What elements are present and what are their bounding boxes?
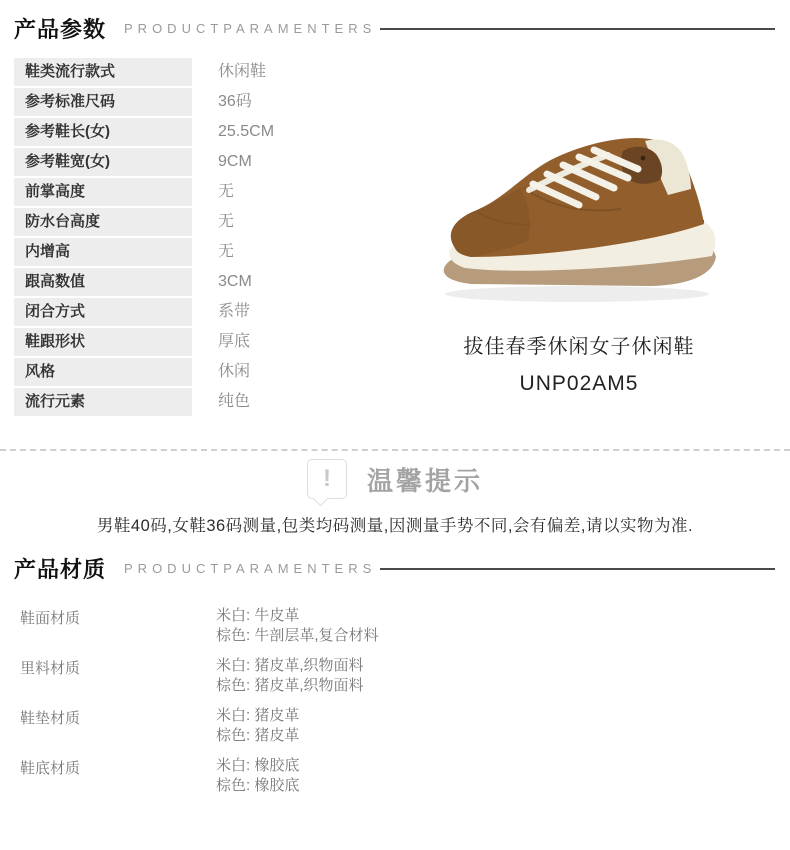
material-line: 米白: 猪皮革,织物面料 [216,657,364,674]
table-row [14,58,368,86]
params-title: 产品参数 [14,17,107,42]
material-label: 里料材质 [20,660,81,677]
param-value: 无 [218,243,235,260]
product-title: 拔佳春季休闲女子休闲鞋 [463,336,695,358]
table-row [14,298,368,326]
material-line: 米白: 牛皮革 [216,607,300,624]
tips-section [0,449,790,536]
tips-header [0,459,790,499]
material-line: 米白: 猪皮革 [216,707,300,724]
material-row [20,756,790,796]
material-line: 棕色: 橡胶底 [216,777,300,794]
param-value: 36码 [218,93,252,110]
param-value: 纯色 [218,393,251,410]
table-row [14,148,368,176]
param-label: 参考鞋宽(女) [14,148,192,176]
param-label: 鞋类流行款式 [14,58,192,86]
table-row [14,328,368,356]
table-row [14,268,368,296]
param-label: 前掌高度 [14,178,192,206]
materials-section-header [0,553,790,584]
param-label: 跟高数值 [14,268,192,296]
param-value: 3CM [218,273,252,290]
exclamation-icon: ! [307,459,347,499]
material-label: 鞋面材质 [20,610,81,627]
material-line: 棕色: 牛剖层革,复合材料 [216,627,379,644]
material-row [20,606,790,646]
header-rule [380,28,775,30]
material-label: 鞋垫材质 [20,710,81,727]
product-code: UNP02AM5 [519,372,639,395]
material-values [216,756,299,796]
param-value: 无 [218,213,235,230]
params-section-header [0,13,790,44]
table-row [14,88,368,116]
params-subtitle: PRODUCTPARAMENTERS [124,21,377,36]
params-content [0,58,790,418]
table-row [14,118,368,146]
param-value: 9CM [218,153,252,170]
tips-title: 温馨提示 [366,465,483,496]
product-column [368,58,790,418]
table-row [14,238,368,266]
param-value: 系带 [218,303,251,320]
header-rule [380,568,775,570]
material-row [20,706,790,746]
table-row [14,388,368,416]
table-row [14,208,368,236]
param-label: 防水台高度 [14,208,192,236]
param-label: 鞋跟形状 [14,328,192,356]
materials-title: 产品材质 [14,557,107,582]
material-line: 棕色: 猪皮革,织物面料 [216,677,364,694]
material-values [216,706,299,746]
param-value: 休闲 [218,363,251,380]
material-label: 鞋底材质 [20,760,81,777]
table-row [14,178,368,206]
param-value: 厚底 [218,333,251,350]
param-label: 闭合方式 [14,298,192,326]
tips-note: 男鞋40码,女鞋36码测量,包类均码测量,因测量手势不同,会有偏差,请以实物为准. [96,517,694,535]
materials-subtitle: PRODUCTPARAMENTERS [124,561,377,576]
material-line: 米白: 橡胶底 [216,757,300,774]
material-line: 棕色: 猪皮革 [216,727,300,744]
materials-list [0,606,790,796]
product-photo [429,110,729,310]
sneaker-illustration [429,110,729,310]
material-values [216,606,379,646]
param-value: 25.5CM [218,123,275,140]
param-value: 无 [218,183,235,200]
param-label: 内增高 [14,238,192,266]
material-values [216,656,364,696]
param-label: 参考标准尺码 [14,88,192,116]
param-value: 休闲鞋 [218,63,267,80]
table-row [14,358,368,386]
param-label: 风格 [14,358,192,386]
params-table [0,58,368,418]
param-label: 流行元素 [14,388,192,416]
material-row [20,656,790,696]
param-label: 参考鞋长(女) [14,118,192,146]
